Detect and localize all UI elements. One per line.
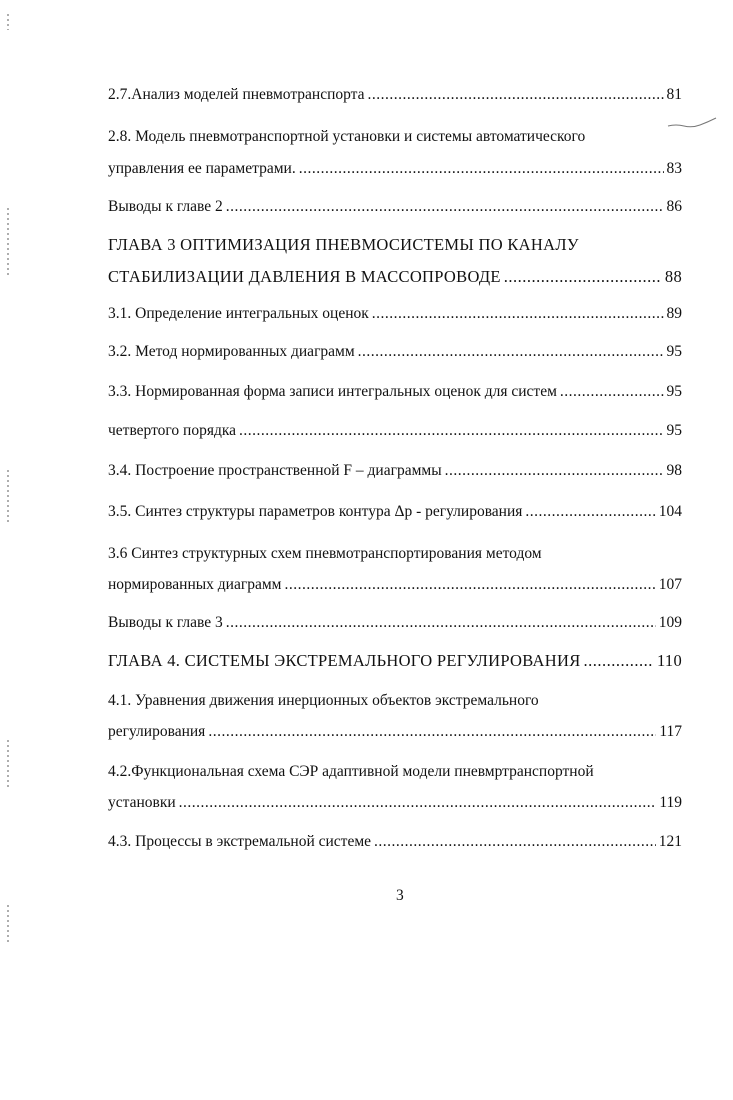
toc-page-number: 86 bbox=[666, 198, 682, 215]
toc-entry-title: регулирования bbox=[108, 723, 206, 740]
toc-entry-title: СТАБИЛИЗАЦИИ ДАВЛЕНИЯ В МАССОПРОВОДЕ bbox=[108, 267, 501, 286]
dot-leader bbox=[226, 196, 664, 218]
toc-line bbox=[108, 574, 682, 596]
toc-line bbox=[108, 234, 682, 256]
toc-entry-title: 3.5. Синтез структуры параметров контура Δр - регулирования bbox=[108, 503, 523, 520]
toc-entry-title: 4.3. Процессы в экстремальной системе bbox=[108, 833, 372, 850]
toc-line bbox=[108, 420, 682, 442]
toc-entry bbox=[108, 341, 682, 363]
toc-entry bbox=[108, 690, 682, 743]
dot-leader bbox=[226, 612, 656, 634]
toc-line bbox=[108, 543, 682, 565]
toc-line bbox=[108, 792, 682, 814]
toc-entry-title: 2.7.Анализ моделей пневмотранспорта bbox=[108, 86, 365, 103]
toc-line bbox=[108, 84, 682, 106]
toc-page-number: 95 bbox=[666, 422, 682, 439]
scan-artifact bbox=[7, 740, 9, 790]
scan-artifact bbox=[7, 208, 9, 276]
toc-entry-title: 3.1. Определение интегральных оценок bbox=[108, 305, 369, 322]
scan-artifact bbox=[7, 470, 9, 522]
toc-chapter-entry bbox=[108, 234, 682, 288]
toc-line bbox=[108, 303, 682, 325]
dot-leader bbox=[584, 650, 654, 672]
toc-line bbox=[108, 831, 682, 853]
page-number: 3 bbox=[396, 887, 404, 904]
toc-page-number: 83 bbox=[666, 160, 682, 177]
scan-artifact bbox=[7, 14, 9, 30]
toc-line bbox=[108, 158, 682, 180]
toc-entry bbox=[108, 196, 682, 218]
dot-leader bbox=[525, 501, 655, 523]
toc-entry bbox=[108, 761, 682, 814]
toc-entry bbox=[108, 831, 682, 853]
dot-leader bbox=[560, 381, 664, 403]
toc-line bbox=[108, 381, 682, 403]
toc-entry-title: 3.4. Построение пространственной F – диаграммы bbox=[108, 462, 442, 479]
toc-entry bbox=[108, 381, 682, 403]
toc-page-number: 104 bbox=[658, 503, 682, 520]
toc-line bbox=[108, 196, 682, 218]
toc-entry-title: 3.6 Синтез структурных схем пневмотранспортирования методом bbox=[108, 545, 542, 562]
dot-leader bbox=[368, 84, 664, 106]
toc-entry bbox=[108, 126, 682, 180]
toc-page-number: 109 bbox=[658, 614, 682, 631]
toc-entry-title: 4.2.Функциональная схема СЭР адаптивной модели пневмртранспортной bbox=[108, 763, 594, 780]
toc-page-number: 98 bbox=[666, 462, 682, 479]
toc-line bbox=[108, 690, 682, 712]
toc-line bbox=[108, 341, 682, 363]
toc-entry bbox=[108, 460, 682, 482]
toc-page-number: 89 bbox=[666, 305, 682, 322]
scan-artifact bbox=[7, 905, 9, 945]
toc-entry bbox=[108, 420, 682, 442]
dot-leader bbox=[374, 831, 656, 853]
dot-leader bbox=[372, 303, 664, 325]
toc-entry-title: Выводы к главе 2 bbox=[108, 198, 223, 215]
toc-entry-title: ГЛАВА 3 ОПТИМИЗАЦИЯ ПНЕВМОСИСТЕМЫ ПО КАНАЛУ bbox=[108, 235, 579, 254]
toc-entry-title: ГЛАВА 4. СИСТЕМЫ ЭКСТРЕМАЛЬНОГО РЕГУЛИРОВАНИЯ bbox=[108, 651, 581, 670]
toc-page-number: 107 bbox=[658, 576, 682, 593]
toc-entry-title: четвертого порядка bbox=[108, 422, 237, 439]
toc-entry bbox=[108, 501, 682, 523]
toc-entry-title: установки bbox=[108, 794, 176, 811]
dot-leader bbox=[284, 574, 655, 596]
toc-entry-title: 4.1. Уравнения движения инерционных объектов экстремального bbox=[108, 692, 539, 709]
toc-page-number: 95 bbox=[666, 343, 682, 360]
toc-page-number: 88 bbox=[664, 267, 682, 286]
toc-entry-title: управления ее параметрами. bbox=[108, 160, 296, 177]
toc-entry bbox=[108, 84, 682, 106]
toc-page-number: 110 bbox=[656, 651, 682, 670]
toc-entry bbox=[108, 612, 682, 634]
toc-line bbox=[108, 126, 682, 148]
toc-entry-title: нормированных диаграмм bbox=[108, 576, 282, 593]
toc-line bbox=[108, 266, 682, 288]
toc-entry-title: 3.2. Метод нормированных диаграмм bbox=[108, 343, 355, 360]
toc-entry bbox=[108, 543, 682, 596]
toc-chapter-entry bbox=[108, 650, 682, 672]
toc-entry-title: 3.3. Нормированная форма записи интегральных оценок для систем bbox=[108, 383, 557, 400]
toc-line bbox=[108, 721, 682, 743]
toc-page-number: 95 bbox=[666, 383, 682, 400]
toc-line bbox=[108, 761, 682, 783]
dot-leader bbox=[208, 721, 656, 743]
toc-line bbox=[108, 650, 682, 672]
dot-leader bbox=[445, 460, 664, 482]
toc-page-number: 121 bbox=[658, 833, 682, 850]
toc-line bbox=[108, 612, 682, 634]
toc-page-number: 119 bbox=[659, 794, 682, 811]
toc-entry bbox=[108, 303, 682, 325]
toc-page-number: 117 bbox=[659, 723, 682, 740]
dot-leader bbox=[358, 341, 664, 363]
dot-leader bbox=[179, 792, 657, 814]
toc-entry-title: Выводы к главе 3 bbox=[108, 614, 223, 631]
dot-leader bbox=[239, 420, 663, 442]
toc-entry-title: 2.8. Модель пневмотранспортной установки и системы автоматического bbox=[108, 128, 586, 145]
toc-line bbox=[108, 501, 682, 523]
toc-page-number: 81 bbox=[666, 86, 682, 103]
dot-leader bbox=[299, 158, 664, 180]
dot-leader bbox=[504, 266, 662, 288]
toc-line bbox=[108, 460, 682, 482]
